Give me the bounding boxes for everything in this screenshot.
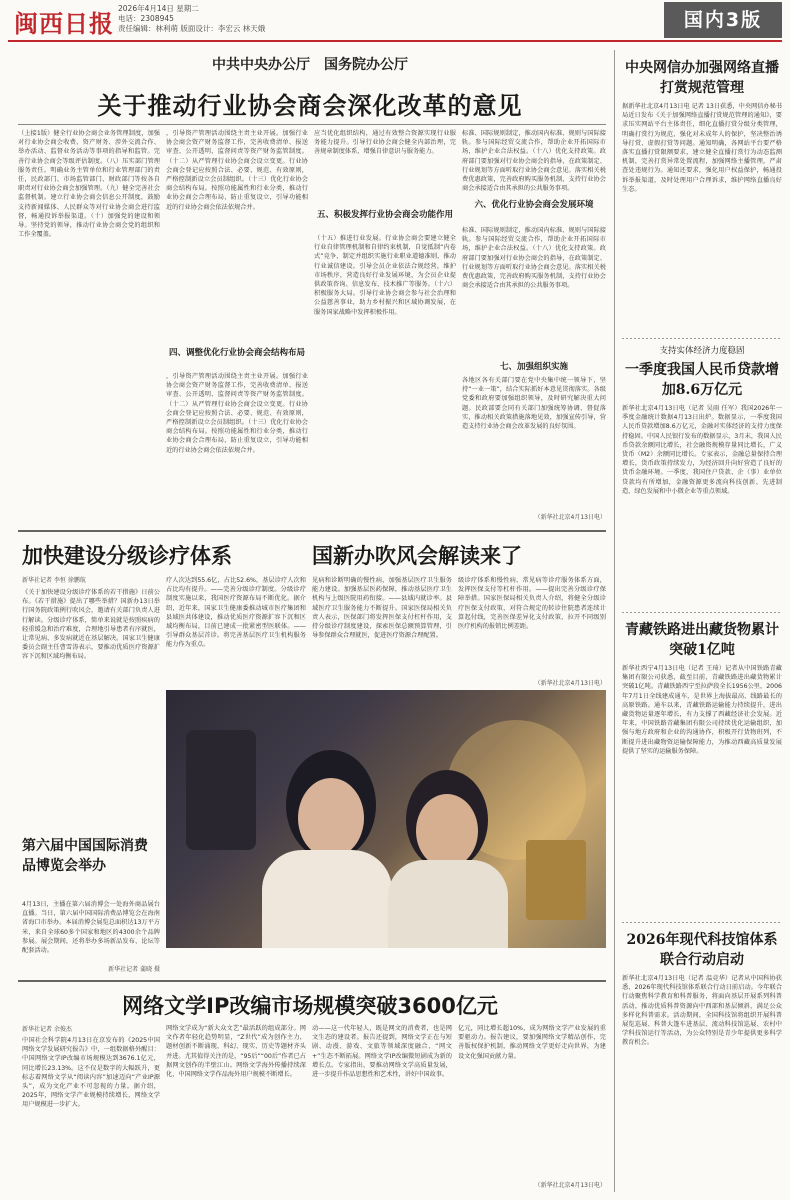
museum-title: 2026年现代科技馆体系联合行动启动 xyxy=(626,932,778,968)
grading-title: 加快建设分级诊疗体系 xyxy=(22,544,232,568)
novel-byline: 新华社记者 余俊杰 xyxy=(22,1026,72,1033)
lead-sec5-heading: 五、积极发挥行业协会商会功能作用 xyxy=(316,210,453,220)
lead-col-2b: ，引导资产管理活动围绕主责主业开展。加强行业协会商会资产财务监督工作，完善收费清单、报送审查、公开透明、监督问责等资产财务监管制度。（十二）从严管理行业协会商会设立变更。行业协会商会登记应按照合法、必要、规范、有效原则，严格控制新设立会员制组织。（十三）优化行业协会商会结构布局。按照功能属性和行业分类，推动行业协会商会合理布局，防止重复设立，引导功能相近的行业协会商会依法依规合并。 xyxy=(166,373,308,454)
expo-title: 第六届中国国际消费品博览会举办 xyxy=(22,838,148,874)
museum-text: 新华社北京4月13日电（记者 温竞华）记者从中国科协获悉，2026年现代科技馆体系联合行动日前启动。今年联合行动聚焦科学教育和科普服务，将面向基层开展系列科普活动，推动优质科普资源向中西部和基层倾斜，满足公众多样化科普需求。活动期间，全国科技馆将组织开展科普展览巡展、科普大篷车进基层、流动科技馆巡展、农村中学科技馆运行等活动，为公众特别是青少年提供更多科学教育机会。 xyxy=(622,975,782,1047)
grading-byline: 新华社记者 李恒 徐鹏航 xyxy=(22,577,86,584)
lead-col-4: 标准、国际规则制定，推动国内标准、规则与国际接轨。参与国际经贸交流合作，帮助企业开拓国际市场，维护企业合法权益。（十八）优化支持政策。政府部门要加强对行业协会商会的指导，在政策制定、行业规划等方面听取行业协会商会意见。落实相关税费优惠政策，完善政府购买服务机制，支持行业协会商会承接适合由其承担的公共服务事项。 xyxy=(462,130,606,193)
rail-text: 新华社西宁4月13日电（记者 王琦）记者从中国铁路青藏集团有限公司获悉，截至目前，青藏铁路进出藏货物累计突破1亿吨。青藏铁路西宁至拉萨段全长1956公里，2006年7月1日全线建成通车，是世界上海拔最高、线路最长的高原铁路。通车以来，青藏铁路运输能力持续提升，进出藏货物运量逐年增长，有力支撑了西藏经济社会发展。近年来，中国铁路青藏集团有限公司持续优化运输组织，加强与地方政府和企业的沟通协作，积极开行货物班列，不断提升进出藏物资运输保障能力，为推动西藏高质量发展提供了坚实的运输服务保障。 xyxy=(622,665,782,755)
novel-title: 网络文学IP改编市场规模突破3600亿元 xyxy=(122,994,498,1018)
loan-title: 一季度我国人民币贷款增加8.6万亿元 xyxy=(625,362,779,398)
lead-sec6-heading: 六、优化行业协会商会发展环境 xyxy=(474,200,594,210)
issue-meta xyxy=(118,4,265,34)
photo-face-right xyxy=(416,794,478,868)
novel-col-4: 亿元，同比增长超10%，成为网络文学产业发展的重要驱动力。报告建议，要加强网络文学精品创作，完善版权保护机制，推动网络文学更好走向世界，为建设文化强国贡献力量。 xyxy=(458,1025,606,1060)
novel-top-rule xyxy=(18,980,606,982)
photo-phone xyxy=(186,730,256,850)
cac-text: 据新华社北京4月13日电 记者 13日获悉，中央网信办秘书局近日发布《关于加强网络直播打赏规范管理的通知》，要求压实网站平台主体责任，细化直播打赏分级分类管理，明确打赏行为规范，强化对未成年人的保护，坚决整治诱导打赏、虚假打赏等问题。通知明确，各网站平台要严格落实直播打赏限额要求，建立健全直播打赏行为动态监测机制，完善打赏异常处置流程，加强网络主播管理，严肃查处违规行为。通知还要求，强化用户权益保护，畅通投诉举报渠道，及时处理用户合理诉求，维护网络直播良好生态。 xyxy=(622,103,782,193)
grading-subtitle: 国新办吹风会解读来了 xyxy=(312,544,522,568)
lead-title: 关于推动行业协会商会深化改革的意见 xyxy=(97,92,523,120)
cac-title: 中央网信办加强网络直播打赏规范管理 xyxy=(625,60,779,96)
expo-text: 4月13日，主播在第六届消博会一处海外商品展台直播。当日，第六届中国国际消费品博览会在海南省海口市举办。本届消博会展览总面积达13万平方米，来自全球60多个国家和地区的4300余个品牌参展。展会期间，还将举办多场新品发布、论坛等配套活动。 xyxy=(22,901,160,955)
lead-col-4a: 标准、国际规则制定，推动国内标准、规则与国际接轨。参与国际经贸交流合作，帮助企业开拓国际市场，维护企业合法权益。（十八）优化支持政策。政府部门要加强对行业协会商会的指导，在政策制定、行业规划等方面听取行业协会商会意见。落实相关税费优惠政策，完善政府购买服务机制，支持行业协会商会承接适合由其承担的公共服务事项。 xyxy=(462,227,606,290)
grading-col-3: 见病和诊断明确的慢性病，加强基层医疗卫生服务能力建设。加强基层医药保障，推动基层医疗卫生机构与上级医院用药衔接。——县域内就诊率。县域医疗卫生服务能力不断提升。国家医保局相关负责人表示，医保部门将发挥医保支付杠杆作用，支持分级诊疗制度建设，探索医保总额预算管理，引导参保群众合理就医，促进医疗资源合理配置。 xyxy=(312,577,452,640)
photo-product xyxy=(526,840,586,920)
lead-col-2: ，引导资产管理活动围绕主责主业开展。加强行业协会商会资产财务监督工作，完善收费清单、报送审查、公开透明、监督问责等资产财务监管制度。（十二）从严管理行业协会商会设立变更。行业协会商会登记应按照合法、必要、规范、有效原则，严格控制新设立会员制组织。（十三）优化行业协会商会结构布局。按照功能属性和行业分类，推动行业协会商会合理布局，防止重复设立，引导功能相近的行业协会商会依法依规合并。 xyxy=(166,130,308,211)
loan-kicker: 支持实体经济力度稳固 xyxy=(659,346,745,356)
novel-col-3: 动——这一代年轻人，既是网文的消费者，也是网文生态的建设者。报告还提到，网络文学正在与短剧、动漫、游戏、文旅等领域深度融合，“网文+”生态不断拓展。网络文学IP改编微短剧成为新的增长点。专家指出，要推动网络文学高质量发展，进一步提升作品思想性和艺术性，讲好中国故事。 xyxy=(312,1025,452,1079)
lead-credit: （新华社北京4月13日电） xyxy=(534,514,606,521)
novel-col-1: 中国社会科学院4月13日在京发布的《2025中国网络文学发展研究报告》中，一组数据格外醒目：中国网络文学IP改编市场规模达到3676.1亿元，同比增长23.13%。这不仅是数字的大幅跃升，更标志着网络文学从“阅读内容”加速迈向“产业IP源头”，成为文化产业不可忽视的力量。据介绍，2025年，网络文学产业规模持续增长，网络文学用户规模进一步扩大。 xyxy=(22,1037,160,1109)
column-divider xyxy=(614,50,615,1192)
lead-col-3b: （十五）推进行业发展。行业协会商会要建立健全行业自律管理机制和自律约束机制，自觉抵制“内卷式”竞争，制定并组织实施行业职业道德准则，推动行业诚信建设。引导会员企业依法合规经营，维护市场秩序，营造良好行业发展环境，为会员企业提供政策咨询、信息发布、技术推广等服务。（十六）积极服务大局。引导行业协会商会参与社会治理和公益慈善事业，助力乡村振兴和区域协调发展，在服务国家战略中发挥积极作用。 xyxy=(314,235,456,316)
grading-credit: （新华社北京4月13日电） xyxy=(534,680,606,687)
lead-col-1: （上接1版）健全行业协会商会业务管理制度，加强对行业协会商会收费、资产财务、涉外交流合作、举办活动、监督业务活动等事项的指导和监管。完善行业协会商会等级评估制度。（八）压实部门管理服务责任。明确业务主管单位和行业管理部门的责任，民政部门、市场监管部门、财政部门等按各自职责对行业协会商会加强管理。（九）健全完善社会监督机制。建立行业协会商会信息公开制度，鼓励支持新闻媒体、人民群众等对行业协会商会进行监督，畅通投诉举报渠道。（十）加强党的建设和领导。坚持党的领导，推动行业协会商会党的组织和工作全覆盖。 xyxy=(18,130,160,239)
photo-face-left xyxy=(298,778,364,858)
novel-credit: （新华社北京4月13日电） xyxy=(534,1182,606,1189)
expo-credit: 新华社记者 蒲晓 摄 xyxy=(108,966,160,973)
section-badge: 国内3版 xyxy=(664,2,782,38)
right-divider-1 xyxy=(622,338,782,339)
newspaper-logo: 闽西日报 xyxy=(14,9,114,38)
lead-sec4-heading: 四、调整优化行业协会商会结构布局 xyxy=(168,348,305,358)
lead-sec7-heading: 七、加强组织实施 xyxy=(499,362,568,372)
masthead xyxy=(8,0,782,42)
issue-date: 2026年4月14日 星期二 xyxy=(118,4,199,13)
photo-body-left xyxy=(262,850,392,948)
lead-rule xyxy=(18,124,606,125)
right-divider-2 xyxy=(622,612,782,613)
issue-phone: 电话：2308945 xyxy=(118,14,174,23)
grading-col-4: 级诊疗体系和慢性病、常见病等诊疗服务体系方面，发挥医保支付等杠杆作用。——提出完善分级诊疗保障举措。国家医保局相关负责人介绍，将健全分级诊疗医保支付政策，对符合规定的转诊住院患者连续计算起付线，完善医保差异化支付政策，拉开不同级别医疗机构的报销比例差距。 xyxy=(458,577,606,631)
lead-col-4b: 各地区各有关部门要在党中央集中统一领导下，坚持“一业一策”，结合实际抓好本意见贯彻落实。各级党委和政府要加强组织领导，及时研究解决重大问题。民政部要会同有关部门加强统筹协调、督促落实，推动相关政策措施落地见效，加强宣传引导，营造支持行业协会商会改革发展的良好氛围。 xyxy=(462,377,606,431)
lead-col-3: 应当优化组织结构，通过有效整合资源实现行业服务能力提升。引导行业协会商会健全内部治理，完善规章制度体系，增强自律意识与服务能力。 xyxy=(314,130,456,156)
novel-col-2: 网络文学成为“新大众文艺”最活跃的组成部分。网文作者年轻化趋势明显，“Z世代”成为创作主力，题材创新不断涌现，科幻、现实、历史等题材齐头并进。尤其值得关注的是，“95后”“00后”作者已占据网文创作的半壁江山。网络文学海外传播持续深化，中国网络文学作品海外用户规模不断增长。 xyxy=(166,1025,306,1079)
grading-col-1: 《关于加快建设分级诊疗体系的若干措施》日前公布。《若干措施》提出了哪些举措？国新办13日举行国务院政策例行吹风会，邀请有关部门负责人进行解读。分级诊疗体系，简单来说就是按照疾病的轻重缓急和治疗难度，合理地引导患者有序就医，让常见病、多发病就近在基层解决。国家卫生健康委员会副主任曹雪涛表示，要推动优质医疗资源扩容下沉和区域均衡布局。 xyxy=(22,589,160,661)
loan-text: 新华社北京4月13日电（记者 吴雨 任军）我国2026年一季度金融统计数据4月13日出炉。数据显示，一季度我国人民币贷款增加8.6万亿元，金融对实体经济的支持力度保持稳固。中国人民银行发布的数据显示，3月末，我国人民币贷款余额同比增长，社会融资规模存量同比增长，广义货币（M2）余额同比增长。专家表示，金融总量保持合理增长，货币政策持续发力，为经济回升向好营造了良好的货币金融环境。一季度，我国住户贷款、企（事）业单位贷款均有所增加，金融资源更多流向科技创新、先进制造、绿色发展和中小微企业等重点领域。 xyxy=(622,405,782,495)
lead-bottom-rule xyxy=(18,530,606,532)
photo-body-right xyxy=(388,860,508,948)
rail-title: 青藏铁路进出藏货物累计突破1亿吨 xyxy=(625,622,779,658)
lead-issuer: 中共中央办公厅 国务院办公厅 xyxy=(212,57,408,73)
expo-photo xyxy=(166,690,606,948)
issue-editors: 责任编辑：林利萌 版面设计：李宏云 林天娥 xyxy=(118,24,266,33)
right-divider-3 xyxy=(622,922,782,923)
grading-col-2: 疗人次达到55.6亿，占比52.6%，基层诊疗人次和占比均有提升。——完善分级诊疗制度。分级诊疗制度实施以来，我国医疗资源布局不断优化。据介绍，近年来，国家卫生健康委推动城市医疗集团和县域医共体建设，推动优质医疗资源扩容下沉和区域均衡布局，目前已建成一批紧密型医联体。——引导群众基层首诊。将完善基层医疗卫生机构服务能力作为重点。 xyxy=(166,577,306,649)
